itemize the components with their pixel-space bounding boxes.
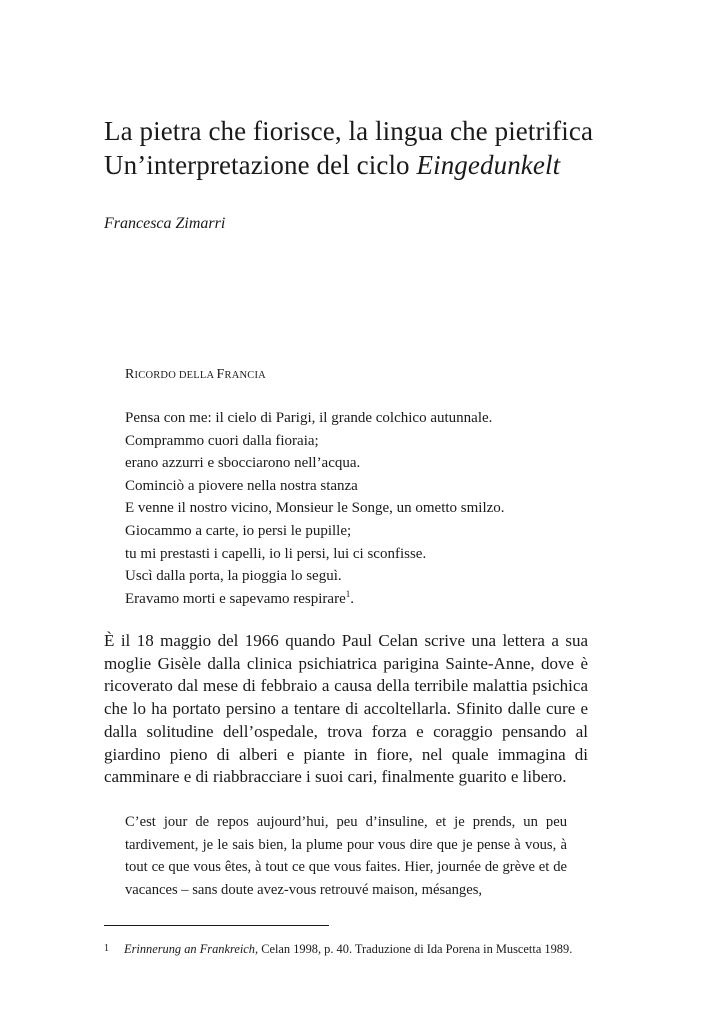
footnote-number: 1 bbox=[104, 943, 109, 954]
footnote bbox=[104, 941, 604, 957]
footnote-divider bbox=[104, 925, 329, 926]
footnote-reference[interactable]: 1 bbox=[345, 588, 351, 599]
poem-title bbox=[125, 366, 615, 384]
footnote-italic-title: Erinnerung an Frankreich bbox=[124, 942, 255, 956]
poem-line: Pensa con me: il cielo di Parigi, il grande colchico autunnale. bbox=[125, 410, 493, 426]
poem-line: tu mi prestasti i capelli, io li persi, lui ci sconfisse. bbox=[125, 545, 427, 562]
footnote-text: , Celan 1998, p. 40. Traduzione di Ida Porena in Muscetta 1989. bbox=[255, 942, 573, 956]
poem-block bbox=[125, 366, 615, 610]
poem-line: E venne il nostro vicino, Monsieur le Songe, un ometto smilzo. bbox=[125, 500, 505, 517]
poem-title-rest-1: ICORDO DELLA bbox=[134, 370, 217, 381]
author-name: Francesca Zimarri bbox=[104, 215, 226, 232]
poem-line: erano azzurri e sbocciarono nell’acqua. bbox=[125, 455, 361, 472]
poem-line-last-text: Eravamo morti e sapevamo respirare bbox=[125, 590, 346, 607]
article-title bbox=[104, 114, 624, 182]
poem-line: Uscì dalla porta, la pioggia lo seguì. bbox=[125, 568, 342, 585]
poem-line: Giocammo a carte, io persi le pupille; bbox=[125, 522, 352, 539]
block-quote: C’est jour de repos aujourd’hui, peu d’insuline, et je prends, un peu tardivement, je le sais bien, la plume pour vous dire que je pense à vous, à tout ce que vous êtes, à tout ce que vous faites. Hier, journée de grève et de vacances – sans doute avez-vous retrouvé maison, mésanges, bbox=[125, 814, 567, 898]
poem-title-rest-2: RANCIA bbox=[224, 370, 266, 381]
poem-line-last: Eravamo morti e sapevamo respirare$^1$. bbox=[125, 588, 354, 607]
title-line-2-italic: Eingedunkelt bbox=[416, 150, 561, 180]
title-line-2 bbox=[104, 148, 624, 182]
poem-title-cap-1: R bbox=[125, 367, 135, 382]
poem-line: Cominciò a piovere nella nostra stanza bbox=[125, 477, 358, 494]
poem-title-cap-2: F bbox=[216, 367, 225, 382]
body-paragraph: È il 18 maggio del 1966 quando Paul Celan scrive una lettera a sua moglie Gisèle dalla clinica psichiatrica parigina Sainte-Anne, dove è ricoverato dal mese di febbraio a causa della terribile malattia psichica che lo ha portato persino a tentare di accoltellarla. Sfinito dalle cure e dalla solitudine dell’ospedale, trova forza e coraggio pensando al giardino pieno di alberi e piante in fiore, nel quale immagina di camminare e di riabbracciare i suoi cari, finalmente guarito e libero. bbox=[104, 631, 588, 787]
poem-line: Comprammo cuori dalla fioraia; bbox=[125, 432, 319, 449]
title-line-2-prefix: Un’interpretazione del ciclo bbox=[104, 150, 417, 180]
title-line-1: La pietra che fiorisce, la lingua che pietrifica bbox=[104, 116, 594, 146]
